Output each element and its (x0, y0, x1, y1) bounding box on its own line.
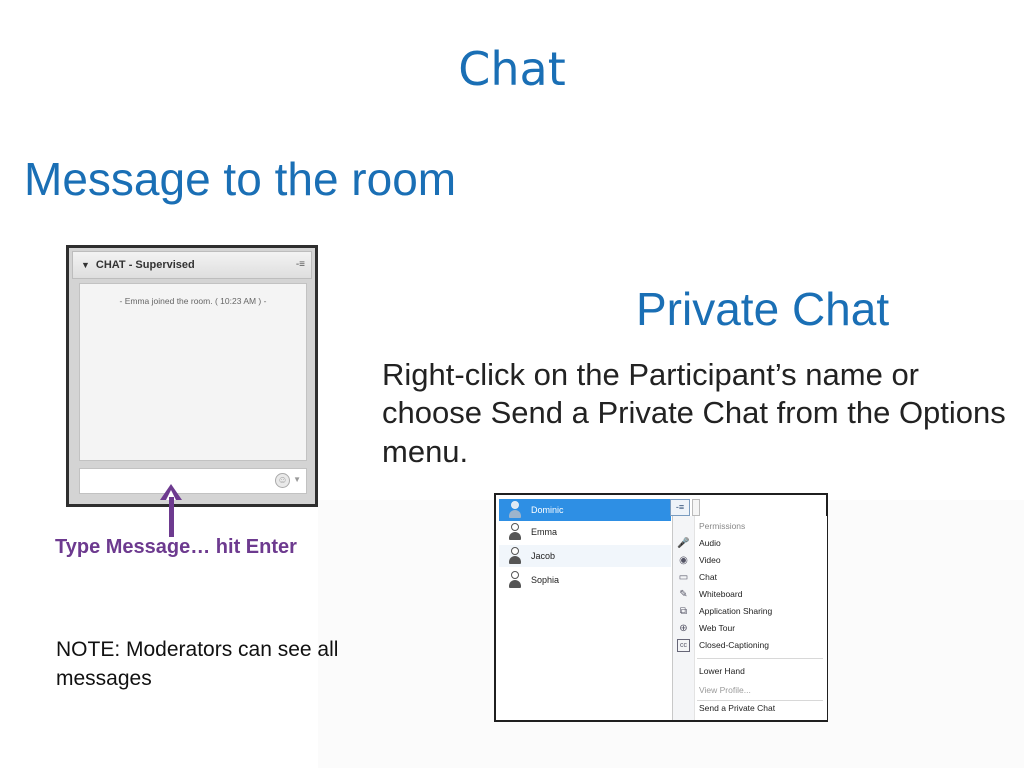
participant-name: Dominic (531, 505, 564, 515)
chat-system-message: - Emma joined the room. ( 10:23 AM ) - (119, 296, 267, 306)
app-share-icon: ⧉ (679, 606, 688, 617)
person-icon (509, 501, 521, 519)
chat-bubble-icon: ▭ (678, 572, 689, 583)
participant-context-menu (672, 516, 827, 720)
moderator-note: NOTE: Moderators can see all messages (56, 638, 339, 690)
menu-item-audio[interactable]: Audio (699, 538, 721, 548)
options-menu-button[interactable]: -≡ (670, 499, 690, 516)
menu-separator (697, 658, 823, 659)
chat-panel-header[interactable] (72, 251, 312, 279)
participant-row-jacob[interactable] (499, 545, 671, 567)
participant-name: Sophia (531, 575, 560, 585)
person-icon (509, 571, 521, 589)
menu-item-chat[interactable]: Chat (699, 572, 717, 582)
menu-item-send-private-chat[interactable]: Send a Private Chat (699, 703, 776, 713)
participant-name: Jacob (531, 551, 556, 561)
menu-item-video[interactable]: Video (699, 555, 721, 565)
type-message-caption: Type Message… hit Enter (55, 536, 297, 558)
menu-item-lower-hand[interactable]: Lower Hand (699, 666, 745, 676)
participant-name: Emma (531, 527, 558, 537)
participant-row-dominic[interactable] (499, 499, 671, 521)
collapse-triangle-icon[interactable]: ▼ (81, 260, 90, 270)
menu-item-closed-captioning[interactable]: Closed-Captioning (699, 640, 769, 650)
menu-item-application-sharing[interactable]: Application Sharing (699, 606, 773, 616)
menu-item-view-profile: View Profile... (699, 685, 751, 695)
webcam-icon: ◉ (679, 555, 688, 566)
chat-message-input[interactable] (79, 468, 307, 494)
participant-list (496, 495, 670, 720)
emoji-icon[interactable]: ☺ (275, 473, 290, 488)
menu-item-whiteboard[interactable]: Whiteboard (699, 589, 743, 599)
person-icon (509, 547, 521, 565)
pencil-icon: ✎ (679, 589, 688, 600)
participant-row-sophia[interactable] (499, 569, 671, 591)
closed-caption-icon: cc (677, 639, 690, 652)
heading-private-chat: Private Chat (636, 283, 890, 335)
participant-row-emma[interactable] (499, 521, 671, 543)
menu-item-web-tour[interactable]: Web Tour (699, 623, 736, 633)
slide-title: Chat (458, 42, 566, 96)
heading-message-to-room: Message to the room (24, 153, 457, 205)
private-chat-instructions: Right-click on the Participant’s name or choose Send a Private Chat from the Options menu. (382, 357, 1006, 469)
options-strip (692, 499, 700, 516)
chat-panel (66, 245, 318, 507)
web-tour-icon: ⊕ (679, 623, 688, 634)
panel-menu-icon[interactable]: -≡ (295, 259, 305, 270)
emoji-dropdown-icon[interactable]: ▼ (293, 475, 301, 484)
microphone-icon: 🎤 (677, 538, 690, 549)
menu-heading-permissions: Permissions (699, 521, 746, 531)
participants-panel (494, 493, 828, 722)
arrow-shaft (169, 497, 174, 537)
chat-message-log (79, 283, 307, 461)
chat-panel-title: CHAT - Supervised (95, 259, 195, 271)
person-icon (509, 523, 521, 541)
